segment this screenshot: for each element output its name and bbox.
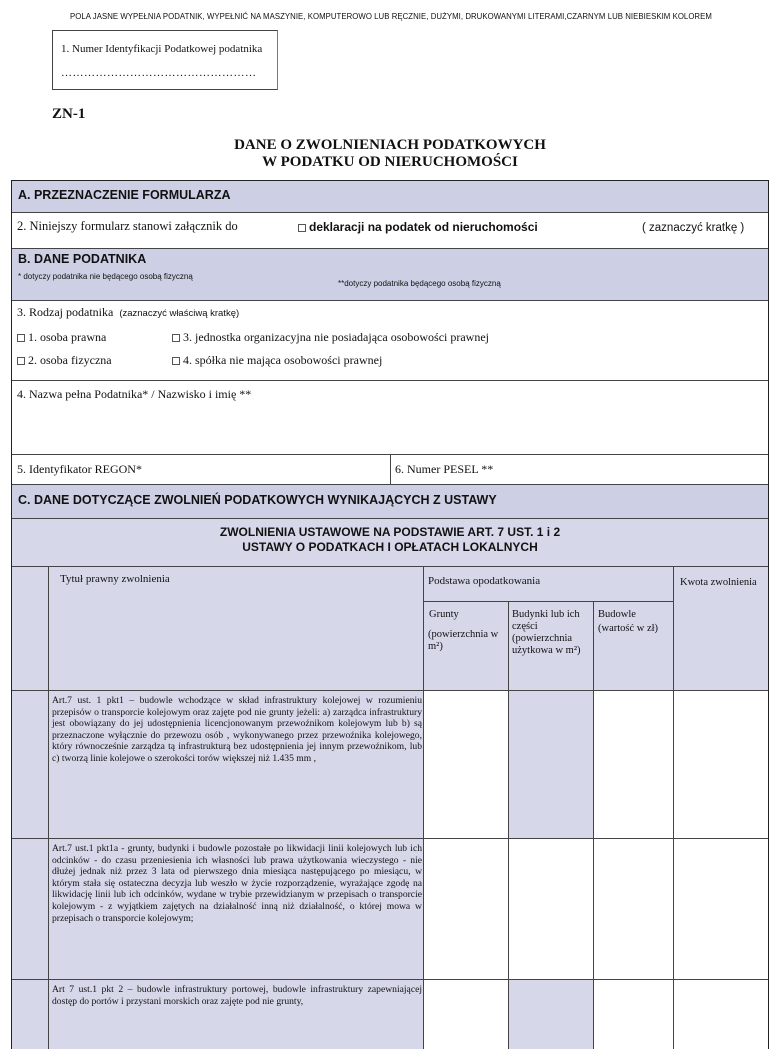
- option-label: 3. jednostka organizacyjna nie posiadająca osobowości prawnej: [183, 330, 490, 344]
- exemptions-table: [12, 567, 768, 1049]
- section-c-header: [12, 485, 768, 519]
- section-c-subtitle: [12, 525, 768, 555]
- field-3-label-text: 3. Rodzaj podatnika: [17, 305, 114, 319]
- row-line: [423, 601, 673, 602]
- option-label: 4. spółka nie mająca osobowości prawnej: [183, 353, 383, 367]
- checkbox-icon[interactable]: [298, 224, 306, 232]
- structures-cell-1[interactable]: [594, 691, 673, 838]
- land-cell-3[interactable]: [424, 980, 508, 1049]
- section-b-header: [12, 249, 768, 301]
- checkbox-icon[interactable]: [172, 334, 180, 342]
- exemption-row-3-text: Art 7 ust.1 pkt 2 – budowle infrastruktury portowej, budowle infrastruktury zapewniającej dostęp do portów i przystani morskich oraz zajęte pod nie grunty,: [52, 984, 422, 1007]
- subtitle-line-2: USTAWY O PODATKACH I OPŁATACH LOKALNYCH: [242, 540, 538, 554]
- amount-cell-2[interactable]: [674, 839, 768, 979]
- option-partnership[interactable]: [172, 353, 382, 368]
- col-land-unit: (powierzchnia w m²): [428, 629, 499, 652]
- col-amount-header: Kwota zwolnienia: [680, 577, 757, 588]
- col-structures-header: Budowle: [598, 609, 636, 620]
- col-buildings-header: Budynki lub ich części: [512, 609, 580, 632]
- exemption-row-1-text: Art.7 ust. 1 pkt1 – budowle wchodzące w skład infrastruktury kolejowej w rozumieniu przepisów o transporcie kolejowym oraz zajęte pod nie grunty jeżeli: a) zarządca infrastruktury jest obowiązany do jej udostępnienia licencjonowanym przewoźnikom kolejowym lub b) są przeznaczone wyłącznie do przewozu osób , wykonywanego przez przewoźnika kolejowego, który równocześnie zarządza tą infrastrukturą bez udostępnienia jej innym przewoźnikom, lub c) tworzą linie kolejowe o szerokości torów większej niż 1.435 mm ,: [52, 695, 422, 764]
- subtitle-line-1: ZWOLNIENIA USTAWOWE NA PODSTAWIE ART. 7 UST. 1 i 2: [219, 525, 561, 539]
- declaration-option-label: deklaracji na podatek od nieruchomości: [309, 220, 538, 234]
- form-title: [160, 137, 620, 171]
- field-4-label: 4. Nazwa pełna Podatnika* / Nazwisko i imię **: [17, 387, 252, 401]
- field-2-row: [12, 213, 768, 249]
- option-org-unit[interactable]: [172, 330, 489, 345]
- field-3-row: [12, 301, 768, 381]
- form-code: ZN-1: [52, 106, 86, 122]
- option-label: 2. osoba fizyczna: [28, 353, 112, 367]
- field-5-6-row: [12, 455, 768, 485]
- col-line: [48, 567, 49, 1049]
- declaration-checkbox[interactable]: [298, 220, 538, 234]
- nip-dots: ……………………………………………: [61, 67, 257, 79]
- col-basis-header: Podstawa opodatkowania: [428, 575, 541, 587]
- col-structures-unit: (wartość w zł): [598, 623, 659, 634]
- option-natural-person[interactable]: [17, 353, 112, 368]
- buildings-cell-2[interactable]: [509, 839, 593, 979]
- land-cell-1[interactable]: [424, 691, 508, 838]
- section-b-title: B. DANE PODATNIKA: [18, 252, 147, 266]
- field-6-label: 6. Numer PESEL **: [395, 462, 494, 476]
- field-2-label: 2. Niniejszy formularz stanowi załącznik do: [17, 219, 238, 233]
- col-title-header: Tytuł prawny zwolnienia: [60, 573, 170, 585]
- col-line: [508, 601, 509, 1049]
- col-buildings-unit: (powierzchnia użytkowa w m²): [512, 633, 581, 656]
- field-3-label: [17, 305, 239, 320]
- section-a-header: [12, 181, 768, 213]
- option-legal-person[interactable]: [17, 330, 106, 345]
- note-non-individual: * dotyczy podatnika nie będącego osobą fizyczną: [18, 272, 193, 281]
- section-c-subheader: [12, 519, 768, 567]
- field-5-label: 5. Identyfikator REGON*: [17, 462, 142, 476]
- exemption-row-2-text: Art.7 ust.1 pkt1a - grunty, budynki i budowle pozostałe po likwidacji linii kolejowych lub ich odcinków - do czasu przeniesienia ich własności lub prawa użytkowania wieczystego - nie dłużej jednak niż przez 3 lata od pierwszego dnia miesiąca następującego po miesiącu, w którym stała się ostateczna decyzja lub weszło w życie rozporządzenie, wyrażające zgodę na likwidację linii lub ich odcinków, wydane w trybie przewidzianym w przepisach o transporcie kolejowym - z wyjątkiem zajętych na działalność inną niż działalność, o której mowa w przepisach o transporcie kolejowym;: [52, 843, 422, 924]
- col-land-header: Grunty: [429, 609, 459, 620]
- divider: [390, 455, 391, 485]
- section-c-title: C. DANE DOTYCZĄCE ZWOLNIEŃ PODATKOWYCH WYNIKAJĄCYCH Z USTAWY: [18, 493, 497, 507]
- structures-cell-3[interactable]: [594, 980, 673, 1049]
- title-line-2: W PODATKU OD NIERUCHOMOŚCI: [262, 154, 518, 170]
- instructions-text: POLA JASNE WYPEŁNIA PODATNIK, WYPEŁNIĆ NA MASZYNIE, KOMPUTEROWO LUB RĘCZNIE, DUŻYMI, DRUKOWANYMI LITERAMI,CZARNYM LUB NIEBIESKIM KOLOREM: [70, 12, 712, 21]
- amount-cell-1[interactable]: [674, 691, 768, 838]
- structures-cell-2[interactable]: [594, 839, 673, 979]
- checkbox-icon[interactable]: [172, 357, 180, 365]
- field-4-row[interactable]: [12, 381, 768, 455]
- field-3-hint: (zaznaczyć właściwą kratkę): [119, 308, 240, 319]
- checkbox-icon[interactable]: [17, 357, 25, 365]
- title-line-1: DANE O ZWOLNIENIACH PODATKOWYCH: [234, 137, 546, 153]
- form-frame: [11, 180, 769, 1049]
- nip-label: 1. Numer Identyfikacji Podatkowej podatnika: [61, 43, 263, 55]
- land-cell-2[interactable]: [424, 839, 508, 979]
- note-individual: **dotyczy podatnika będącego osobą fizyczną: [338, 279, 501, 288]
- field-2-note: ( zaznaczyć kratkę ): [642, 222, 745, 234]
- section-a-title: A. PRZEZNACZENIE FORMULARZA: [18, 188, 231, 202]
- amount-cell-3[interactable]: [674, 980, 768, 1049]
- checkbox-icon[interactable]: [17, 334, 25, 342]
- option-label: 1. osoba prawna: [28, 330, 107, 344]
- nip-field[interactable]: [52, 30, 278, 90]
